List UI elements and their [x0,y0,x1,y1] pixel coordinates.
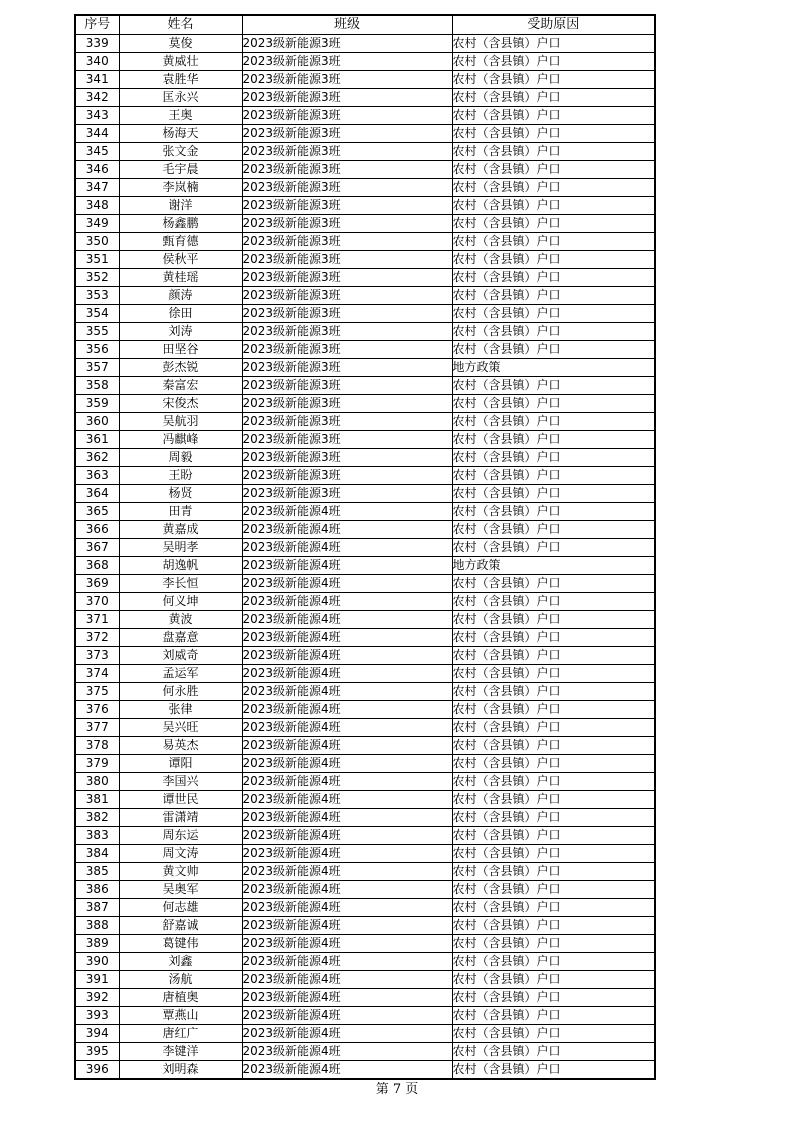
class-name: 2023级新能源3班 [242,35,452,53]
aid-reason: 农村（含县镇）户口 [452,197,655,215]
row-number: 379 [75,755,119,773]
student-name: 王盼 [119,467,242,485]
class-name: 2023级新能源4班 [242,575,452,593]
class-name: 2023级新能源3班 [242,161,452,179]
aid-reason: 农村（含县镇）户口 [452,233,655,251]
student-name: 汤航 [119,971,242,989]
aid-reason: 农村（含县镇）户口 [452,539,655,557]
row-number: 361 [75,431,119,449]
table-row [75,773,655,791]
row-number: 340 [75,53,119,71]
table-row [75,935,655,953]
table-row [75,359,655,377]
aid-reason: 农村（含县镇）户口 [452,1061,655,1080]
table-row [75,953,655,971]
row-number: 381 [75,791,119,809]
student-name: 吴奥军 [119,881,242,899]
student-name: 吴航羽 [119,413,242,431]
aid-reason: 农村（含县镇）户口 [452,107,655,125]
student-name: 刘鑫 [119,953,242,971]
row-number: 345 [75,143,119,161]
class-name: 2023级新能源3班 [242,71,452,89]
row-number: 341 [75,71,119,89]
class-name: 2023级新能源4班 [242,1043,452,1061]
aid-reason: 农村（含县镇）户口 [452,89,655,107]
row-number: 370 [75,593,119,611]
student-name: 匡永兴 [119,89,242,107]
aid-reason: 农村（含县镇）户口 [452,755,655,773]
row-number: 348 [75,197,119,215]
aid-reason: 农村（含县镇）户口 [452,431,655,449]
student-name: 黄文帅 [119,863,242,881]
aid-reason: 农村（含县镇）户口 [452,881,655,899]
student-name: 李国兴 [119,773,242,791]
class-name: 2023级新能源4班 [242,773,452,791]
aid-reason: 农村（含县镇）户口 [452,845,655,863]
class-name: 2023级新能源4班 [242,755,452,773]
class-name: 2023级新能源4班 [242,647,452,665]
row-number: 394 [75,1025,119,1043]
student-name: 秦富宏 [119,377,242,395]
aid-reason: 农村（含县镇）户口 [452,899,655,917]
class-name: 2023级新能源3班 [242,413,452,431]
row-number: 396 [75,1061,119,1080]
aid-reason: 农村（含县镇）户口 [452,989,655,1007]
aid-reason: 农村（含县镇）户口 [452,251,655,269]
student-name: 葛键伟 [119,935,242,953]
class-name: 2023级新能源4班 [242,521,452,539]
table-row [75,827,655,845]
row-number: 353 [75,287,119,305]
table-row [75,917,655,935]
student-name: 黄波 [119,611,242,629]
table-row [75,341,655,359]
class-name: 2023级新能源3班 [242,341,452,359]
student-name: 谭世民 [119,791,242,809]
header-class: 班级 [242,15,452,35]
table-row [75,863,655,881]
table-row [75,809,655,827]
student-name: 何义坤 [119,593,242,611]
aid-reason: 农村（含县镇）户口 [452,125,655,143]
student-name: 黄威壮 [119,53,242,71]
table-row [75,233,655,251]
aid-reason: 地方政策 [452,359,655,377]
aid-reason: 农村（含县镇）户口 [452,467,655,485]
table-row [75,575,655,593]
aid-reason: 农村（含县镇）户口 [452,521,655,539]
class-name: 2023级新能源3班 [242,485,452,503]
class-name: 2023级新能源3班 [242,269,452,287]
row-number: 363 [75,467,119,485]
row-number: 385 [75,863,119,881]
class-name: 2023级新能源3班 [242,125,452,143]
class-name: 2023级新能源3班 [242,53,452,71]
class-name: 2023级新能源3班 [242,449,452,467]
table-row [75,71,655,89]
table-row [75,251,655,269]
aid-reason: 农村（含县镇）户口 [452,827,655,845]
table-row [75,323,655,341]
header-reason: 受助原因 [452,15,655,35]
aid-reason: 农村（含县镇）户口 [452,485,655,503]
aid-reason: 农村（含县镇）户口 [452,1007,655,1025]
student-name: 毛宇晨 [119,161,242,179]
row-number: 356 [75,341,119,359]
aid-reason: 农村（含县镇）户口 [452,35,655,53]
row-number: 366 [75,521,119,539]
row-number: 376 [75,701,119,719]
table-row [75,611,655,629]
row-number: 364 [75,485,119,503]
aid-reason: 农村（含县镇）户口 [452,683,655,701]
student-name: 刘涛 [119,323,242,341]
row-number: 346 [75,161,119,179]
aid-reason: 农村（含县镇）户口 [452,935,655,953]
row-number: 358 [75,377,119,395]
student-name: 胡逸帆 [119,557,242,575]
row-number: 354 [75,305,119,323]
class-name: 2023级新能源4班 [242,827,452,845]
row-number: 350 [75,233,119,251]
class-name: 2023级新能源3班 [242,467,452,485]
class-name: 2023级新能源4班 [242,719,452,737]
table-row [75,377,655,395]
table-row [75,125,655,143]
class-name: 2023级新能源4班 [242,611,452,629]
class-name: 2023级新能源4班 [242,917,452,935]
class-name: 2023级新能源4班 [242,809,452,827]
class-name: 2023级新能源3班 [242,323,452,341]
table-row [75,89,655,107]
aid-reason: 农村（含县镇）户口 [452,269,655,287]
table-row [75,503,655,521]
aid-reason: 农村（含县镇）户口 [452,71,655,89]
class-name: 2023级新能源4班 [242,557,452,575]
class-name: 2023级新能源4班 [242,593,452,611]
student-name: 孟运军 [119,665,242,683]
student-name: 舒嘉诚 [119,917,242,935]
table-row [75,845,655,863]
class-name: 2023级新能源4班 [242,503,452,521]
student-name: 徐田 [119,305,242,323]
student-name: 唐红广 [119,1025,242,1043]
student-name: 彭杰锐 [119,359,242,377]
header-no: 序号 [75,15,119,35]
class-name: 2023级新能源4班 [242,935,452,953]
aid-reason: 农村（含县镇）户口 [452,701,655,719]
student-name: 颜涛 [119,287,242,305]
roster-table [74,14,656,1080]
aid-reason: 农村（含县镇）户口 [452,773,655,791]
class-name: 2023级新能源3班 [242,395,452,413]
table-row [75,143,655,161]
table-row [75,719,655,737]
table-row [75,305,655,323]
row-number: 388 [75,917,119,935]
aid-reason: 农村（含县镇）户口 [452,611,655,629]
table-row [75,539,655,557]
class-name: 2023级新能源3班 [242,287,452,305]
student-name: 张律 [119,701,242,719]
class-name: 2023级新能源3班 [242,197,452,215]
class-name: 2023级新能源3班 [242,179,452,197]
class-name: 2023级新能源3班 [242,233,452,251]
class-name: 2023级新能源4班 [242,629,452,647]
student-name: 田坚谷 [119,341,242,359]
table-row [75,1061,655,1080]
row-number: 351 [75,251,119,269]
aid-reason: 农村（含县镇）户口 [452,665,655,683]
student-name: 周东运 [119,827,242,845]
row-number: 369 [75,575,119,593]
aid-reason: 农村（含县镇）户口 [452,413,655,431]
table-row [75,269,655,287]
row-number: 392 [75,989,119,1007]
student-name: 杨海天 [119,125,242,143]
student-name: 刘威奇 [119,647,242,665]
row-number: 359 [75,395,119,413]
table-row [75,737,655,755]
aid-reason: 农村（含县镇）户口 [452,1025,655,1043]
table-row [75,215,655,233]
class-name: 2023级新能源4班 [242,989,452,1007]
table-row [75,161,655,179]
student-name: 黄嘉成 [119,521,242,539]
aid-reason: 农村（含县镇）户口 [452,53,655,71]
student-name: 李岚楠 [119,179,242,197]
row-number: 384 [75,845,119,863]
class-name: 2023级新能源4班 [242,791,452,809]
row-number: 378 [75,737,119,755]
student-name: 宋俊杰 [119,395,242,413]
student-name: 盘嘉意 [119,629,242,647]
student-name: 覃燕山 [119,1007,242,1025]
student-name: 何志雄 [119,899,242,917]
class-name: 2023级新能源4班 [242,899,452,917]
table-row [75,521,655,539]
table-row [75,395,655,413]
aid-reason: 农村（含县镇）户口 [452,953,655,971]
table-row [75,179,655,197]
aid-reason: 农村（含县镇）户口 [452,719,655,737]
class-name: 2023级新能源4班 [242,845,452,863]
student-name: 刘明森 [119,1061,242,1080]
student-name: 周毅 [119,449,242,467]
row-number: 360 [75,413,119,431]
student-name: 莫俊 [119,35,242,53]
student-name: 李长恒 [119,575,242,593]
row-number: 390 [75,953,119,971]
table-row [75,53,655,71]
class-name: 2023级新能源4班 [242,881,452,899]
aid-reason: 农村（含县镇）户口 [452,287,655,305]
table-row [75,755,655,773]
class-name: 2023级新能源4班 [242,971,452,989]
aid-reason: 农村（含县镇）户口 [452,791,655,809]
student-name: 杨鑫鹏 [119,215,242,233]
table-row [75,683,655,701]
aid-reason: 农村（含县镇）户口 [452,503,655,521]
table-row [75,197,655,215]
aid-reason: 农村（含县镇）户口 [452,161,655,179]
table-row [75,881,655,899]
class-name: 2023级新能源4班 [242,737,452,755]
page-number: 第 7 页 [375,1082,419,1097]
class-name: 2023级新能源4班 [242,683,452,701]
student-name: 侯秋平 [119,251,242,269]
table-row [75,557,655,575]
row-number: 342 [75,89,119,107]
aid-reason: 农村（含县镇）户口 [452,1043,655,1061]
aid-reason: 农村（含县镇）户口 [452,593,655,611]
row-number: 367 [75,539,119,557]
table-row [75,485,655,503]
student-name: 雷潇靖 [119,809,242,827]
table-row [75,791,655,809]
aid-reason: 农村（含县镇）户口 [452,305,655,323]
table-row [75,431,655,449]
aid-reason: 农村（含县镇）户口 [452,737,655,755]
row-number: 387 [75,899,119,917]
class-name: 2023级新能源4班 [242,665,452,683]
row-number: 395 [75,1043,119,1061]
student-name: 黄桂瑶 [119,269,242,287]
row-number: 365 [75,503,119,521]
row-number: 375 [75,683,119,701]
student-name: 王奥 [119,107,242,125]
table-row [75,989,655,1007]
table-row [75,449,655,467]
table-row [75,593,655,611]
row-number: 362 [75,449,119,467]
table-row [75,35,655,53]
table-row [75,647,655,665]
class-name: 2023级新能源4班 [242,539,452,557]
row-number: 339 [75,35,119,53]
student-name: 周文涛 [119,845,242,863]
table-row [75,629,655,647]
class-name: 2023级新能源4班 [242,1061,452,1080]
table-row [75,107,655,125]
aid-reason: 农村（含县镇）户口 [452,341,655,359]
student-name: 何永胜 [119,683,242,701]
aid-reason: 农村（含县镇）户口 [452,575,655,593]
student-name: 甄育德 [119,233,242,251]
aid-reason: 地方政策 [452,557,655,575]
student-name: 吴兴旺 [119,719,242,737]
aid-reason: 农村（含县镇）户口 [452,629,655,647]
table-row [75,899,655,917]
student-name: 易英杰 [119,737,242,755]
class-name: 2023级新能源3班 [242,107,452,125]
table-row [75,1007,655,1025]
row-number: 343 [75,107,119,125]
class-name: 2023级新能源4班 [242,1025,452,1043]
student-name: 李键洋 [119,1043,242,1061]
class-name: 2023级新能源4班 [242,1007,452,1025]
row-number: 344 [75,125,119,143]
student-name: 袁胜华 [119,71,242,89]
header-row [75,15,655,35]
aid-reason: 农村（含县镇）户口 [452,647,655,665]
class-name: 2023级新能源4班 [242,863,452,881]
row-number: 386 [75,881,119,899]
aid-reason: 农村（含县镇）户口 [452,917,655,935]
aid-reason: 农村（含县镇）户口 [452,971,655,989]
aid-reason: 农村（含县镇）户口 [452,215,655,233]
row-number: 389 [75,935,119,953]
table-row [75,287,655,305]
student-name: 冯麒峰 [119,431,242,449]
row-number: 374 [75,665,119,683]
row-number: 372 [75,629,119,647]
class-name: 2023级新能源3班 [242,215,452,233]
class-name: 2023级新能源3班 [242,377,452,395]
row-number: 352 [75,269,119,287]
row-number: 368 [75,557,119,575]
row-number: 377 [75,719,119,737]
row-number: 391 [75,971,119,989]
table-row [75,1043,655,1061]
row-number: 380 [75,773,119,791]
row-number: 393 [75,1007,119,1025]
row-number: 373 [75,647,119,665]
student-name: 唐植奥 [119,989,242,1007]
student-name: 谢洋 [119,197,242,215]
class-name: 2023级新能源4班 [242,953,452,971]
table-row [75,467,655,485]
row-number: 355 [75,323,119,341]
row-number: 347 [75,179,119,197]
student-name: 吴明孝 [119,539,242,557]
row-number: 383 [75,827,119,845]
table-row [75,665,655,683]
class-name: 2023级新能源3班 [242,89,452,107]
aid-reason: 农村（含县镇）户口 [452,809,655,827]
aid-reason: 农村（含县镇）户口 [452,377,655,395]
roster-body [75,35,655,1080]
class-name: 2023级新能源3班 [242,359,452,377]
row-number: 382 [75,809,119,827]
table-row [75,971,655,989]
row-number: 357 [75,359,119,377]
class-name: 2023级新能源3班 [242,143,452,161]
student-name: 谭阳 [119,755,242,773]
table-row [75,413,655,431]
table-row [75,1025,655,1043]
aid-reason: 农村（含县镇）户口 [452,143,655,161]
student-name: 杨贤 [119,485,242,503]
class-name: 2023级新能源3班 [242,305,452,323]
aid-reason: 农村（含县镇）户口 [452,449,655,467]
student-name: 田青 [119,503,242,521]
table-row [75,701,655,719]
aid-reason: 农村（含县镇）户口 [452,323,655,341]
aid-reason: 农村（含县镇）户口 [452,179,655,197]
row-number: 349 [75,215,119,233]
class-name: 2023级新能源4班 [242,701,452,719]
row-number: 371 [75,611,119,629]
student-name: 张文金 [119,143,242,161]
class-name: 2023级新能源3班 [242,431,452,449]
class-name: 2023级新能源3班 [242,251,452,269]
header-name: 姓名 [119,15,242,35]
aid-reason: 农村（含县镇）户口 [452,863,655,881]
aid-reason: 农村（含县镇）户口 [452,395,655,413]
